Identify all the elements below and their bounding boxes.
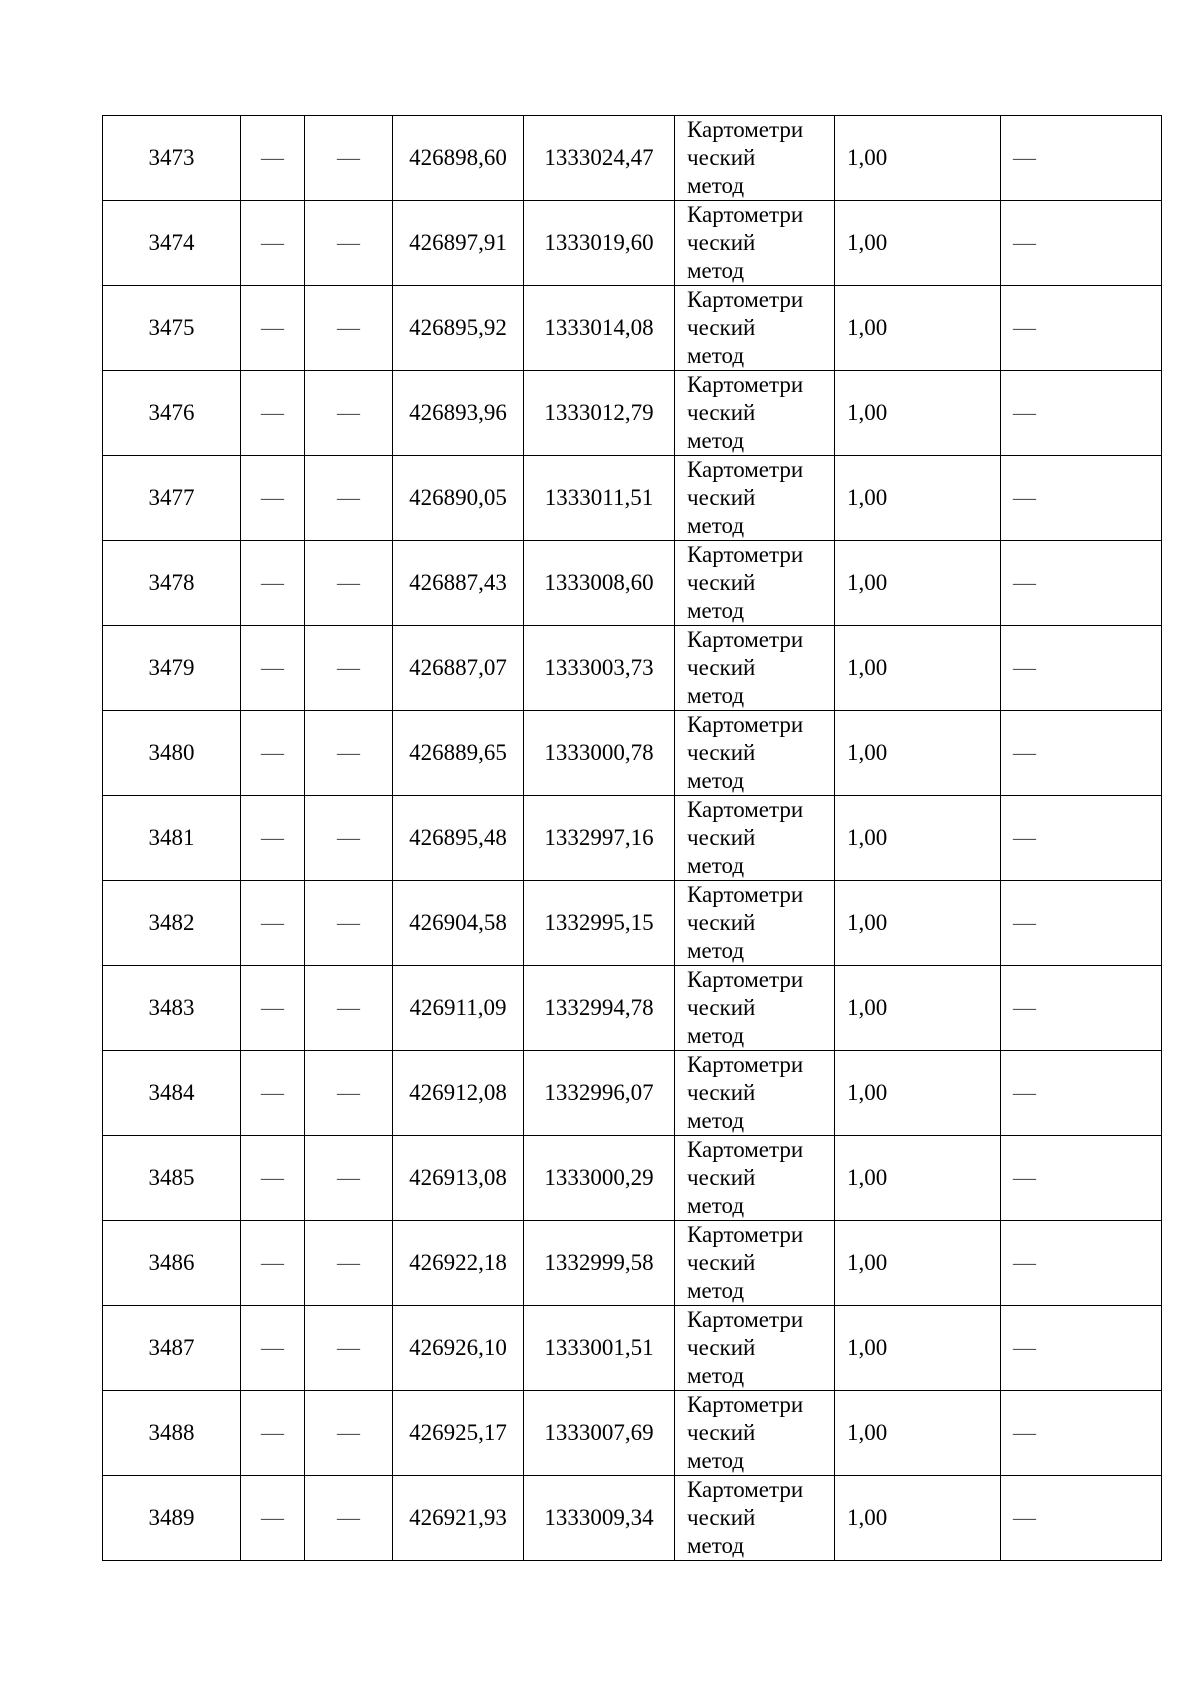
empty-value-cell: — xyxy=(1001,116,1162,201)
point-number-cell: 3481 xyxy=(103,796,241,881)
method-text-line: Картометри xyxy=(687,1392,804,1417)
method-text-line: метод xyxy=(687,598,745,623)
table-row xyxy=(103,1051,1162,1136)
method-text-line: ческий xyxy=(687,995,756,1020)
empty-value-cell: — xyxy=(1001,1306,1162,1391)
accuracy-cell: 1,00 xyxy=(835,1136,1001,1221)
method-cell xyxy=(675,541,835,626)
empty-value-cell: — xyxy=(241,201,305,286)
empty-value-cell: — xyxy=(305,1221,393,1306)
table-row xyxy=(103,881,1162,966)
empty-value-cell: — xyxy=(241,1051,305,1136)
method-text-line: ческий xyxy=(687,400,756,425)
point-number-cell: 3489 xyxy=(103,1476,241,1561)
coordinate-x-cell: 426926,10 xyxy=(393,1306,524,1391)
empty-value-cell: — xyxy=(1001,711,1162,796)
empty-value-cell: — xyxy=(241,966,305,1051)
method-cell xyxy=(675,456,835,541)
point-number-cell: 3475 xyxy=(103,286,241,371)
empty-value-cell: — xyxy=(1001,1136,1162,1221)
coordinates-table xyxy=(102,115,1162,1561)
coordinate-x-cell: 426893,96 xyxy=(393,371,524,456)
method-text-line: ческий xyxy=(687,1165,756,1190)
coordinate-x-cell: 426904,58 xyxy=(393,881,524,966)
method-text-line: ческий xyxy=(687,1505,756,1530)
accuracy-cell: 1,00 xyxy=(835,201,1001,286)
method-text-line: Картометри xyxy=(687,117,804,142)
point-number-cell: 3488 xyxy=(103,1391,241,1476)
coordinate-y-cell: 1333012,79 xyxy=(524,371,675,456)
method-text-line: ческий xyxy=(687,1250,756,1275)
method-text-line: метод xyxy=(687,938,745,963)
method-text-line: метод xyxy=(687,258,745,283)
method-text-line: метод xyxy=(687,1108,745,1133)
method-text-line: метод xyxy=(687,343,745,368)
method-cell xyxy=(675,1476,835,1561)
point-number-cell: 3486 xyxy=(103,1221,241,1306)
method-text-line: ческий xyxy=(687,1420,756,1445)
coordinate-x-cell: 426911,09 xyxy=(393,966,524,1051)
method-text-line: ческий xyxy=(687,315,756,340)
method-text-line: ческий xyxy=(687,1335,756,1360)
empty-value-cell: — xyxy=(305,966,393,1051)
method-cell xyxy=(675,796,835,881)
coordinate-x-cell: 426887,43 xyxy=(393,541,524,626)
point-number-cell: 3476 xyxy=(103,371,241,456)
empty-value-cell: — xyxy=(241,1476,305,1561)
accuracy-cell: 1,00 xyxy=(835,541,1001,626)
empty-value-cell: — xyxy=(1001,456,1162,541)
table-row xyxy=(103,1476,1162,1561)
empty-value-cell: — xyxy=(305,1136,393,1221)
empty-value-cell: — xyxy=(241,286,305,371)
method-text-line: Картометри xyxy=(687,797,804,822)
coordinate-x-cell: 426925,17 xyxy=(393,1391,524,1476)
coordinate-y-cell: 1333019,60 xyxy=(524,201,675,286)
method-text-line: метод xyxy=(687,1533,745,1558)
method-cell xyxy=(675,881,835,966)
coordinate-x-cell: 426921,93 xyxy=(393,1476,524,1561)
empty-value-cell: — xyxy=(1001,881,1162,966)
method-text-line: Картометри xyxy=(687,967,804,992)
empty-value-cell: — xyxy=(241,371,305,456)
coordinate-y-cell: 1333009,34 xyxy=(524,1476,675,1561)
method-text-line: ческий xyxy=(687,655,756,680)
method-text-line: метод xyxy=(687,1023,745,1048)
method-text-line: Картометри xyxy=(687,372,804,397)
coordinate-x-cell: 426895,92 xyxy=(393,286,524,371)
table-row xyxy=(103,201,1162,286)
method-text-line: метод xyxy=(687,1448,745,1473)
method-cell xyxy=(675,1306,835,1391)
empty-value-cell: — xyxy=(305,1476,393,1561)
empty-value-cell: — xyxy=(305,881,393,966)
method-text-line: Картометри xyxy=(687,1222,804,1247)
method-cell xyxy=(675,626,835,711)
method-cell xyxy=(675,1221,835,1306)
empty-value-cell: — xyxy=(241,796,305,881)
method-cell xyxy=(675,1391,835,1476)
coordinate-y-cell: 1333014,08 xyxy=(524,286,675,371)
method-text-line: Картометри xyxy=(687,457,804,482)
coordinate-x-cell: 426912,08 xyxy=(393,1051,524,1136)
coordinate-y-cell: 1333024,47 xyxy=(524,116,675,201)
coordinate-y-cell: 1333001,51 xyxy=(524,1306,675,1391)
method-text-line: ческий xyxy=(687,740,756,765)
empty-value-cell: — xyxy=(1001,626,1162,711)
accuracy-cell: 1,00 xyxy=(835,116,1001,201)
empty-value-cell: — xyxy=(241,456,305,541)
table-body xyxy=(103,116,1162,1561)
empty-value-cell: — xyxy=(1001,1051,1162,1136)
table-row xyxy=(103,796,1162,881)
table-row xyxy=(103,1136,1162,1221)
method-text-line: Картометри xyxy=(687,1052,804,1077)
empty-value-cell: — xyxy=(241,711,305,796)
method-cell xyxy=(675,371,835,456)
table-row xyxy=(103,116,1162,201)
accuracy-cell: 1,00 xyxy=(835,1306,1001,1391)
empty-value-cell: — xyxy=(305,1051,393,1136)
method-text-line: Картометри xyxy=(687,882,804,907)
accuracy-cell: 1,00 xyxy=(835,1221,1001,1306)
method-text-line: Картометри xyxy=(687,627,804,652)
method-text-line: Картометри xyxy=(687,1137,804,1162)
table-row xyxy=(103,371,1162,456)
method-cell xyxy=(675,1051,835,1136)
empty-value-cell: — xyxy=(1001,286,1162,371)
accuracy-cell: 1,00 xyxy=(835,371,1001,456)
table-row xyxy=(103,1221,1162,1306)
accuracy-cell: 1,00 xyxy=(835,626,1001,711)
coordinate-y-cell: 1332995,15 xyxy=(524,881,675,966)
table-row xyxy=(103,456,1162,541)
coordinate-y-cell: 1333000,78 xyxy=(524,711,675,796)
empty-value-cell: — xyxy=(1001,371,1162,456)
accuracy-cell: 1,00 xyxy=(835,1051,1001,1136)
method-text-line: Картометри xyxy=(687,712,804,737)
point-number-cell: 3479 xyxy=(103,626,241,711)
method-text-line: метод xyxy=(687,513,745,538)
empty-value-cell: — xyxy=(241,1221,305,1306)
point-number-cell: 3474 xyxy=(103,201,241,286)
coordinate-y-cell: 1332996,07 xyxy=(524,1051,675,1136)
coordinate-y-cell: 1333007,69 xyxy=(524,1391,675,1476)
point-number-cell: 3487 xyxy=(103,1306,241,1391)
coordinate-y-cell: 1333000,29 xyxy=(524,1136,675,1221)
coordinate-y-cell: 1333011,51 xyxy=(524,456,675,541)
method-text-line: метод xyxy=(687,1363,745,1388)
empty-value-cell: — xyxy=(241,116,305,201)
method-cell xyxy=(675,966,835,1051)
coordinate-x-cell: 426887,07 xyxy=(393,626,524,711)
method-text-line: ческий xyxy=(687,145,756,170)
method-cell xyxy=(675,1136,835,1221)
coordinate-y-cell: 1332994,78 xyxy=(524,966,675,1051)
point-number-cell: 3480 xyxy=(103,711,241,796)
method-cell xyxy=(675,711,835,796)
empty-value-cell: — xyxy=(305,1306,393,1391)
method-text-line: ческий xyxy=(687,1080,756,1105)
point-number-cell: 3483 xyxy=(103,966,241,1051)
table-row xyxy=(103,626,1162,711)
coordinate-x-cell: 426895,48 xyxy=(393,796,524,881)
empty-value-cell: — xyxy=(305,456,393,541)
empty-value-cell: — xyxy=(241,881,305,966)
coordinate-x-cell: 426922,18 xyxy=(393,1221,524,1306)
empty-value-cell: — xyxy=(305,201,393,286)
empty-value-cell: — xyxy=(241,626,305,711)
empty-value-cell: — xyxy=(305,1391,393,1476)
method-text-line: метод xyxy=(687,853,745,878)
method-text-line: ческий xyxy=(687,485,756,510)
accuracy-cell: 1,00 xyxy=(835,1476,1001,1561)
empty-value-cell: — xyxy=(241,1136,305,1221)
coordinate-x-cell: 426913,08 xyxy=(393,1136,524,1221)
accuracy-cell: 1,00 xyxy=(835,881,1001,966)
table-row xyxy=(103,966,1162,1051)
empty-value-cell: — xyxy=(305,371,393,456)
accuracy-cell: 1,00 xyxy=(835,966,1001,1051)
empty-value-cell: — xyxy=(305,711,393,796)
empty-value-cell: — xyxy=(305,541,393,626)
empty-value-cell: — xyxy=(305,626,393,711)
empty-value-cell: — xyxy=(1001,1221,1162,1306)
coordinate-y-cell: 1333003,73 xyxy=(524,626,675,711)
point-number-cell: 3485 xyxy=(103,1136,241,1221)
empty-value-cell: — xyxy=(241,1306,305,1391)
accuracy-cell: 1,00 xyxy=(835,796,1001,881)
empty-value-cell: — xyxy=(1001,1391,1162,1476)
empty-value-cell: — xyxy=(1001,966,1162,1051)
empty-value-cell: — xyxy=(305,286,393,371)
method-text-line: Картометри xyxy=(687,1307,804,1332)
coordinate-x-cell: 426898,60 xyxy=(393,116,524,201)
method-text-line: метод xyxy=(687,683,745,708)
point-number-cell: 3478 xyxy=(103,541,241,626)
coordinate-x-cell: 426890,05 xyxy=(393,456,524,541)
empty-value-cell: — xyxy=(305,796,393,881)
method-text-line: Картометри xyxy=(687,542,804,567)
method-text-line: метод xyxy=(687,1193,745,1218)
method-text-line: метод xyxy=(687,173,745,198)
method-text-line: ческий xyxy=(687,230,756,255)
accuracy-cell: 1,00 xyxy=(835,286,1001,371)
method-text-line: метод xyxy=(687,428,745,453)
point-number-cell: 3473 xyxy=(103,116,241,201)
table-row xyxy=(103,541,1162,626)
accuracy-cell: 1,00 xyxy=(835,456,1001,541)
table-row xyxy=(103,1391,1162,1476)
method-cell xyxy=(675,286,835,371)
method-text-line: ческий xyxy=(687,570,756,595)
empty-value-cell: — xyxy=(305,116,393,201)
point-number-cell: 3482 xyxy=(103,881,241,966)
empty-value-cell: — xyxy=(241,541,305,626)
coordinate-x-cell: 426889,65 xyxy=(393,711,524,796)
table-row xyxy=(103,711,1162,796)
empty-value-cell: — xyxy=(1001,541,1162,626)
empty-value-cell: — xyxy=(1001,796,1162,881)
method-text-line: ческий xyxy=(687,825,756,850)
empty-value-cell: — xyxy=(1001,1476,1162,1561)
method-text-line: метод xyxy=(687,1278,745,1303)
table-row xyxy=(103,1306,1162,1391)
coordinate-y-cell: 1333008,60 xyxy=(524,541,675,626)
point-number-cell: 3484 xyxy=(103,1051,241,1136)
coordinate-y-cell: 1332999,58 xyxy=(524,1221,675,1306)
empty-value-cell: — xyxy=(1001,201,1162,286)
method-text-line: Картометри xyxy=(687,202,804,227)
method-text-line: метод xyxy=(687,768,745,793)
table-row xyxy=(103,286,1162,371)
point-number-cell: 3477 xyxy=(103,456,241,541)
coordinate-x-cell: 426897,91 xyxy=(393,201,524,286)
method-text-line: ческий xyxy=(687,910,756,935)
method-text-line: Картометри xyxy=(687,1477,804,1502)
method-cell xyxy=(675,116,835,201)
method-text-line: Картометри xyxy=(687,287,804,312)
accuracy-cell: 1,00 xyxy=(835,1391,1001,1476)
empty-value-cell: — xyxy=(241,1391,305,1476)
method-cell xyxy=(675,201,835,286)
coordinate-y-cell: 1332997,16 xyxy=(524,796,675,881)
accuracy-cell: 1,00 xyxy=(835,711,1001,796)
